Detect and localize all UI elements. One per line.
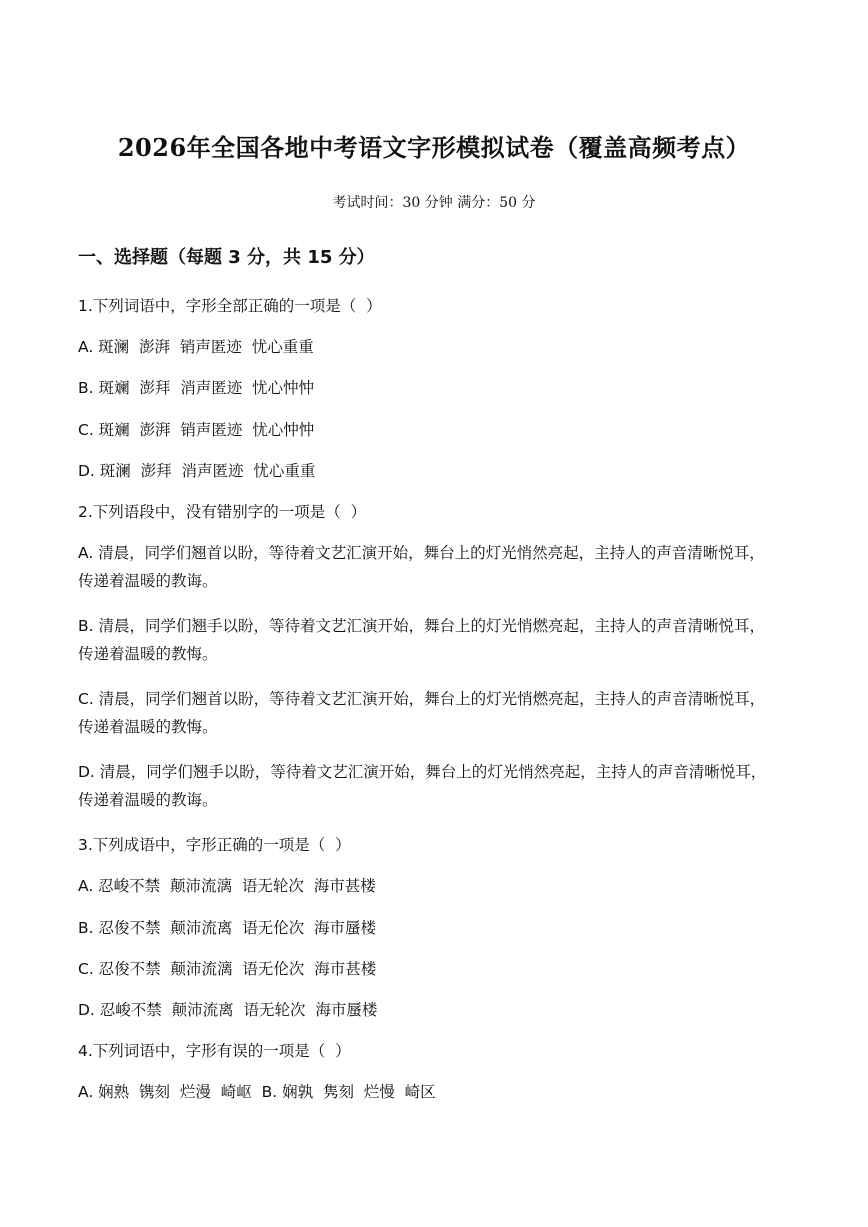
- question-stem: 2.下列语段中，没有错别字的一项是（ ）: [78, 502, 367, 521]
- question-list: [78, 292, 780, 1119]
- option-text-line: D. 清晨，同学们翘手以盼，等待着文艺汇演开始，舞台上的灯光悄然亮起，主持人的声音清晰悦耳，: [78, 763, 767, 782]
- document-title: 2026年全国各地中考语文字形模拟试卷（覆盖高频考点）: [117, 133, 751, 162]
- option-a: [78, 539, 780, 595]
- option-c: [78, 685, 780, 741]
- section-heading: 一、选择题（每题 3 分，共 15 分）: [78, 247, 375, 268]
- option-d: D. 斑澜 澎拜 消声匿迹 忧心重重: [78, 461, 316, 480]
- option-text-line: 传递着温暖的教悔。: [78, 718, 218, 737]
- option-a: A. 斑澜 澎湃 销声匿迹 忧心重重: [78, 338, 314, 357]
- option-a: A. 忍峻不禁 颠沛流漓 语无轮次 海市甚楼: [78, 877, 376, 896]
- option-d: D. 忍峻不禁 颠沛流离 语无轮次 海市蜃楼: [78, 1000, 378, 1019]
- question-stem: 4.下列词语中，字形有误的一项是（ ）: [78, 1042, 351, 1061]
- exam-info: 考试时间：30 分钟 满分：50 分: [332, 195, 536, 211]
- option-text-line: A. 清晨，同学们翘首以盼，等待着文艺汇演开始，舞台上的灯光悄然亮起，主持人的声音清晰悦耳，: [78, 544, 765, 563]
- question-3: [78, 831, 780, 1024]
- question-stem: 3.下列成语中，字形正确的一项是（ ）: [78, 836, 351, 855]
- option-text-line: B. 清晨，同学们翘手以盼，等待着文艺汇演开始，舞台上的灯光悄燃亮起，主持人的声音清晰悦耳，: [78, 617, 765, 636]
- question-1: [78, 292, 780, 485]
- option-b: [78, 612, 780, 668]
- option-text-line: 传递着温暖的教诲。: [78, 791, 218, 810]
- question-stem: 1.下列词语中，字形全部正确的一项是（ ）: [78, 297, 382, 315]
- option-a-b: A. 娴熟 镌刻 烂漫 崎岖 B. 娴孰 隽刻 烂慢 崎区: [78, 1083, 436, 1102]
- option-text-line: C. 清晨，同学们翘首以盼，等待着文艺汇演开始，舞台上的灯光悄燃亮起，主持人的声音清晰悦耳，: [78, 690, 766, 709]
- question-2: [78, 498, 780, 814]
- option-c: C. 斑斓 澎湃 销声匿迹 忧心忡忡: [78, 420, 315, 439]
- option-text-line: 传递着温暖的教诲。: [78, 572, 218, 591]
- question-4: [78, 1037, 780, 1106]
- option-c: C. 忍俊不禁 颠沛流漓 语无伦次 海市甚楼: [78, 959, 377, 978]
- option-text-line: 传递着温暖的教悔。: [78, 645, 218, 664]
- option-b: B. 忍俊不禁 颠沛流离 语无伦次 海市蜃楼: [78, 918, 377, 937]
- option-d: [78, 758, 780, 814]
- option-b: B. 斑斓 澎拜 消声匿迹 忧心忡忡: [78, 379, 315, 398]
